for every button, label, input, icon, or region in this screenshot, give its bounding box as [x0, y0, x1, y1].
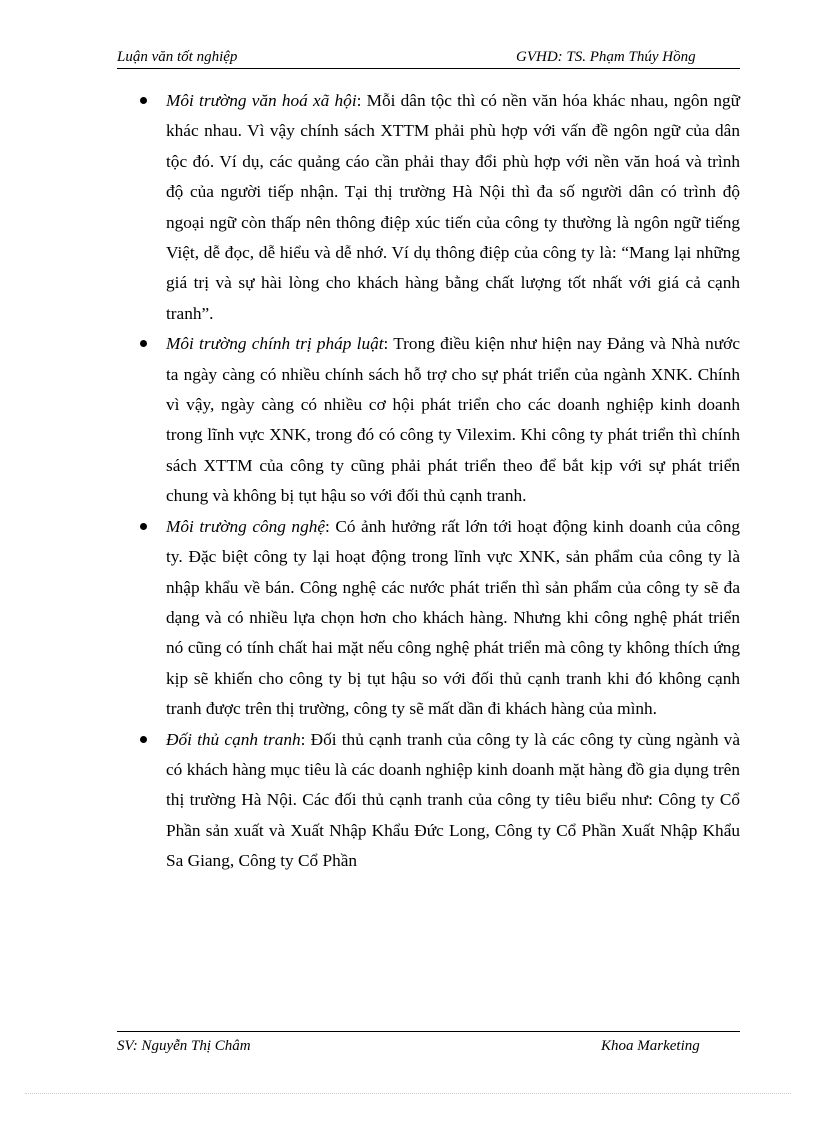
- body-content: [140, 86, 740, 877]
- footer-student: SV: Nguyễn Thị Châm: [117, 1038, 251, 1054]
- header-supervisor: GVHD: TS. Phạm Thúy Hồng: [516, 49, 696, 65]
- page-footer: [117, 1031, 740, 1060]
- bullet-icon: [140, 523, 147, 530]
- list-item: [140, 86, 740, 329]
- bullet-icon: [140, 736, 147, 743]
- page-header: [117, 48, 740, 69]
- item-text: : Trong điều kiện như hiện nay Đảng và Nhà nước ta ngày càng có nhiều chính sách hỗ trợ cho sự phát triển của ngành XNK. Chính vì vậy, ngày càng có nhiều cơ hội phát triển cho các doanh nghiệp kinh doanh trong lĩnh vực XNK, trong đó có công ty Vilexim. Khi công ty phát triển thì chính sách XTTM của công ty cũng phải phát triển theo để bắt kịp với sự phát triển chung và không bị tụt hậu so với đối thủ cạnh tranh.: [166, 334, 740, 506]
- item-term: Môi trường công nghệ: [166, 516, 326, 536]
- item-term: Đối thủ cạnh tranh: [166, 729, 301, 749]
- header-thesis-title: Luận văn tốt nghiệp: [117, 49, 238, 65]
- item-term: Môi trường văn hoá xã hội: [166, 91, 357, 110]
- bullet-icon: [140, 97, 147, 104]
- list-item: [140, 725, 740, 877]
- item-text: : Có ảnh hưởng rất lớn tới hoạt động kinh doanh của công ty. Đặc biệt công ty lại hoạt động trong lĩnh vực XNK, sản phẩm của công ty là nhập khẩu về bán. Công nghệ các nước phát triển thì sản phẩm của công ty sẽ đa dạng và có nhiều lựa chọn hơn cho khách hàng. Nhưng khi công nghệ phát triển nó cũng có tính chất hai mặt nếu công nghệ phát triển mà công ty không thích ứng kịp sẽ khiến cho công ty bị tụt hậu so với đối thủ cạnh tranh khi đó không cạnh tranh được trên thị trường, công ty sẽ mất dần đi khách hàng của mình.: [166, 516, 740, 719]
- footer-faculty: Khoa Marketing: [601, 1038, 700, 1054]
- list-item: [140, 512, 740, 725]
- item-text: : Đối thủ cạnh tranh của công ty là các công ty cùng ngành và có khách hàng mục tiêu là các doanh nghiệp kinh doanh mặt hàng đồ gia dụng trên thị trường Hà Nội. Các đối thủ cạnh tranh của công ty tiêu biểu như: Công ty Cổ Phần sản xuất và Xuất Nhập Khẩu Đức Long, Công ty Cổ Phần Xuất Nhập Khẩu Sa Giang, Công ty Cổ Phần: [166, 729, 740, 871]
- list-item: [140, 329, 740, 511]
- item-term: Môi trường chính trị pháp luật: [166, 334, 384, 354]
- page-bottom-divider: [25, 1093, 791, 1094]
- bullet-icon: [140, 340, 147, 347]
- item-text: : Mỗi dân tộc thì có nền văn hóa khác nhau, ngôn ngữ khác nhau. Vì vậy chính sách XTTM phải phù hợp với vấn đề ngôn ngữ của dân tộc đó. Ví dụ, các quảng cáo cần phải thay đổi phù hợp với nền văn hoá và trình độ của người tiếp nhận. Tại thị trường Hà Nội thì đa số người dân có trình độ ngoại ngữ còn thấp nên thông điệp xúc tiến của công ty thường là ngôn ngữ tiếng Việt, dễ đọc, dễ hiểu và dễ nhớ. Ví dụ thông điệp của công ty là: “Mang lại những giá trị và sự hài lòng cho khách hàng bằng chất lượng tốt nhất với giá cả cạnh tranh”.: [166, 91, 740, 323]
